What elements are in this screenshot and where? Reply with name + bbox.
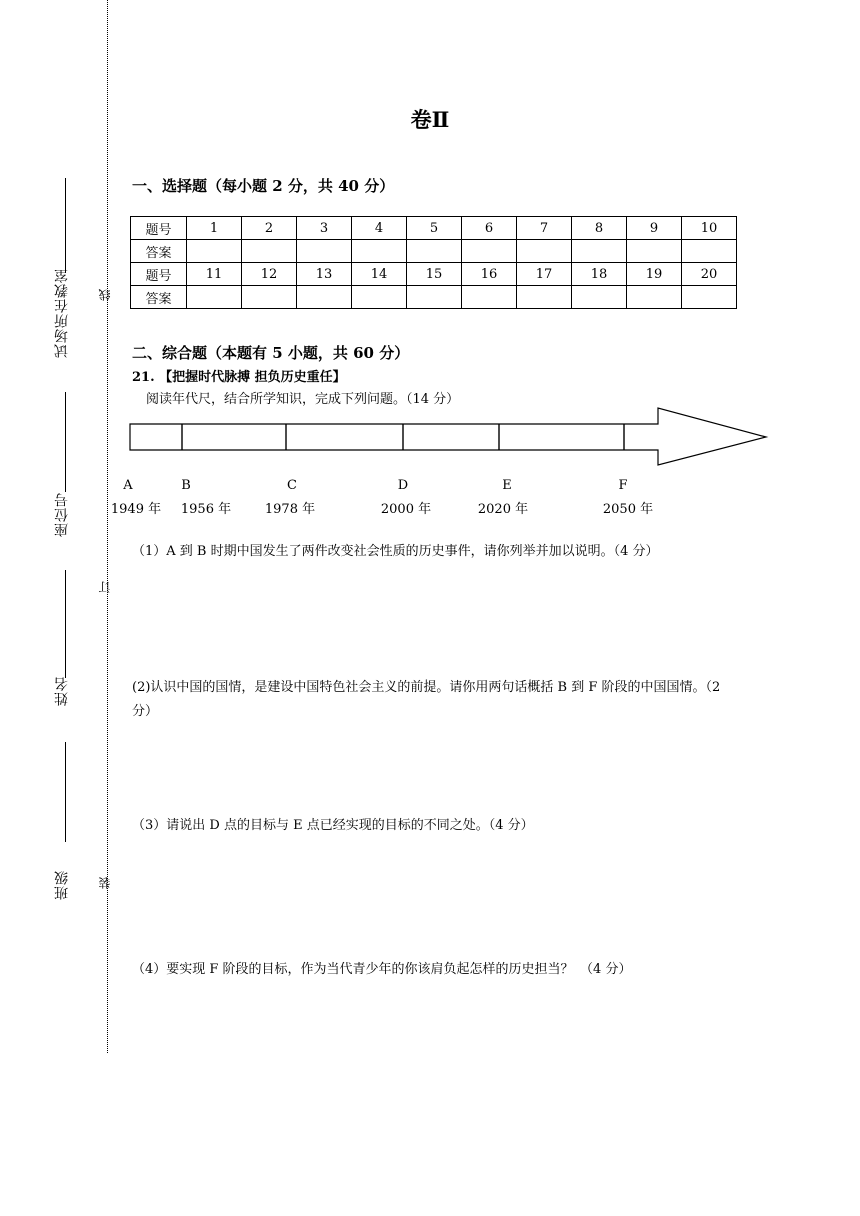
question-number: 15 (407, 263, 462, 286)
question-number: 3 (297, 217, 352, 240)
table-row (131, 263, 737, 286)
question-number: 14 (352, 263, 407, 286)
table-row (131, 240, 737, 263)
answer-cell[interactable] (462, 286, 517, 309)
timeline-year-e: 2020 年 (477, 502, 529, 517)
timeline-label-e: E (502, 478, 512, 493)
answer-cell[interactable] (462, 240, 517, 263)
answer-cell[interactable] (242, 240, 297, 263)
timeline-year-c: 1978 年 (264, 502, 316, 517)
question-4: （4）要实现 F 阶段的目标，作为当代青少年的你该肩负起怎样的历史担当？ （4 分） (132, 962, 632, 977)
answer-cell[interactable] (517, 286, 572, 309)
page-title: 卷Ⅱ (410, 107, 450, 132)
answer-cell[interactable] (352, 240, 407, 263)
question-3: （3）请说出 D 点的目标与 E 点已经实现的目标的不同之处。（4 分） (132, 818, 534, 833)
question-1: （1）A 到 B 时期中国发生了两件改变社会性质的历史事件，请你列举并加以说明。（4 分） (132, 544, 659, 559)
timeline-label-d: D (397, 478, 409, 493)
class-label: 班级 (54, 870, 70, 900)
classroom-line (65, 178, 66, 273)
class-line (65, 742, 66, 842)
question-number: 6 (462, 217, 517, 240)
question-number: 1 (187, 217, 242, 240)
section1-heading: 一、选择题（每小题 2 分，共 40 分） (132, 177, 395, 195)
question-number: 5 (407, 217, 462, 240)
timeline-label-b: B (181, 478, 191, 493)
question-number: 17 (517, 263, 572, 286)
answer-cell[interactable] (187, 286, 242, 309)
binding-dotted-line (107, 0, 108, 1053)
seat-label: 座位号 (54, 492, 70, 537)
name-line (65, 570, 66, 678)
section2-heading: 二、综合题（本题有 5 小题，共 60 分） (132, 344, 410, 362)
answer-cell[interactable] (407, 286, 462, 309)
question-2: (2)认识中国的国情，是建设中国特色社会主义的前提。请你用两句话概括 B 到 F 阶段的中国国情。（2 分） (132, 680, 721, 719)
binding-mark-order: 订 (98, 580, 112, 593)
answer-cell[interactable] (627, 286, 682, 309)
answer-cell[interactable] (407, 240, 462, 263)
timeline-year-f: 2050 年 (602, 502, 654, 517)
question-number: 11 (187, 263, 242, 286)
table-row (131, 286, 737, 309)
timeline-year-a: 1949 年 (110, 502, 162, 517)
question-number: 4 (352, 217, 407, 240)
seat-line (65, 392, 66, 492)
answer-cell[interactable] (187, 240, 242, 263)
question-number: 18 (572, 263, 627, 286)
answer-grid (130, 216, 737, 309)
q21-title: 21. 【把握时代脉搏 担负历史重任】 (132, 370, 346, 385)
answer-cell[interactable] (572, 286, 627, 309)
timeline-label-f: F (618, 478, 628, 493)
answer-cell[interactable] (572, 240, 627, 263)
question-number: 8 (572, 217, 627, 240)
question-number: 2 (242, 217, 297, 240)
question-number: 13 (297, 263, 352, 286)
answer-cell[interactable] (297, 286, 352, 309)
answer-cell[interactable] (627, 240, 682, 263)
row-header-answer: 答案 (131, 286, 187, 309)
table-row (131, 217, 737, 240)
answer-cell[interactable] (352, 286, 407, 309)
answer-cell[interactable] (242, 286, 297, 309)
timeline-year-b: 1956 年 (180, 502, 232, 517)
row-header-number: 题号 (131, 263, 187, 286)
timeline-year-d: 2000 年 (380, 502, 432, 517)
answer-cell[interactable] (682, 286, 737, 309)
question-number: 7 (517, 217, 572, 240)
q21-intro: 阅读年代尺，结合所学知识，完成下列问题。（14 分） (146, 392, 460, 407)
answer-cell[interactable] (682, 240, 737, 263)
binding-mark-line: 线 (98, 288, 112, 301)
answer-cell[interactable] (297, 240, 352, 263)
timeline-label-c: C (287, 478, 297, 493)
name-label: 姓名 (54, 676, 70, 706)
binding-mark-bind: 装 (98, 876, 112, 889)
timeline-label-a: A (123, 478, 133, 493)
question-number: 16 (462, 263, 517, 286)
question-number: 20 (682, 263, 737, 286)
question-number: 12 (242, 263, 297, 286)
question-number: 19 (627, 263, 682, 286)
answer-cell[interactable] (517, 240, 572, 263)
question-number: 10 (682, 217, 737, 240)
question-number: 9 (627, 217, 682, 240)
row-header-number: 题号 (131, 217, 187, 240)
timeline-arrow (128, 406, 770, 468)
row-header-answer: 答案 (131, 240, 187, 263)
classroom-label: 试场所在教室 (54, 268, 70, 358)
